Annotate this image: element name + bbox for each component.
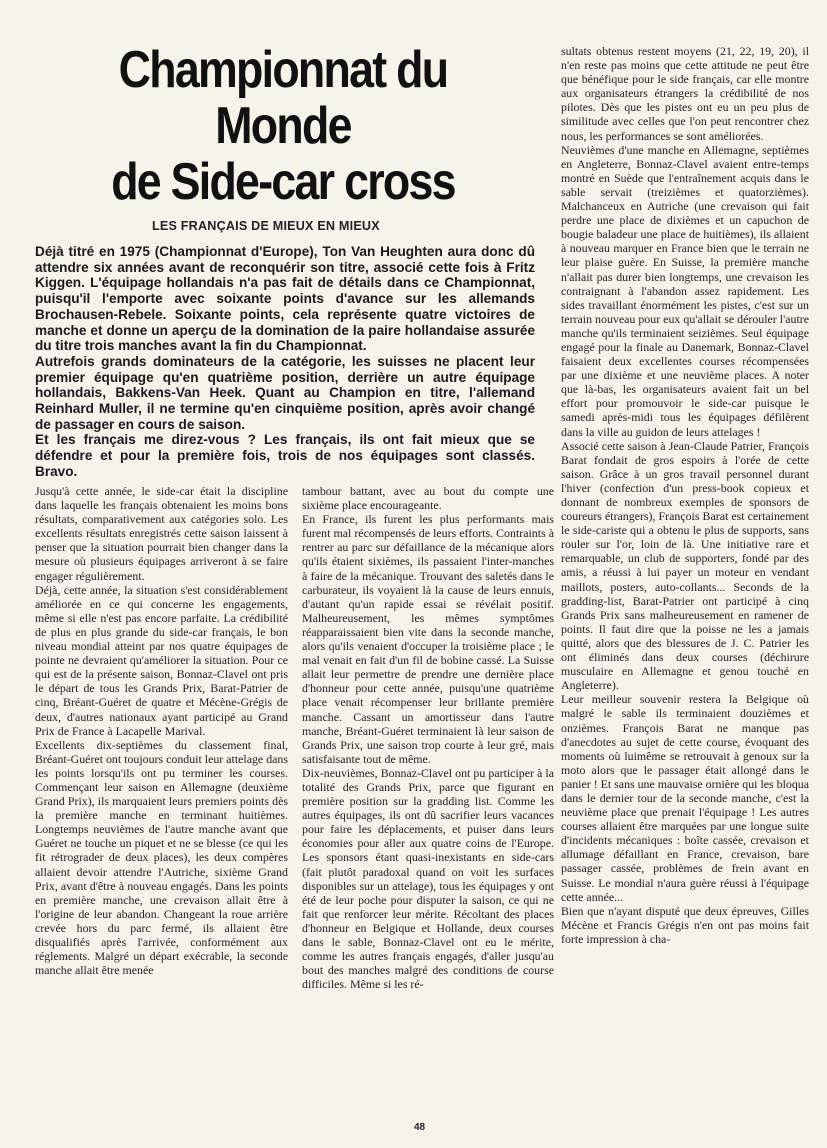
article-title (64, 42, 503, 210)
intro-paragraph: Et les français me direz-vous ? Les français, ils ont fait mieux que se défendre et pour la première fois, trois de nos équipages sont classés. Bravo. (35, 432, 535, 479)
body-paragraph: Bien que n'ayant disputé que deux épreuves, Gilles Mécène et Francis Grégis n'en ont pas moins fait forte impression à cha- (561, 903, 809, 946)
body-paragraph: Leur meilleur souvenir restera la Belgique où malgré le sable ils terminaient douzièmes et onzièmes. François Barat ne manque pas d'anecdotes au sujet de cette course, évoquant des moments où luimême se retrouvait à genoux sur la moto alors que le passager était allongé dans le panier ! Et sans une mauvaise ornière qui les bloqua dans le dernier tour de la seconde manche, c'est la neuvième place que prenait l'équipage ! Les autres courses allaient être marquées par une longue suite d'incidents mécaniques : boîte cassée, crevaison et allumage défaillant en France, crevaison, bare passager cassée, problèmes de frein avant en Suisse. Le mondial n'aura guère réussi à l'équipage cette année... (561, 692, 809, 904)
body-column-2 (302, 484, 554, 991)
intro-paragraph: Autrefois grands dominateurs de la catégorie, les suisses ne placent leur premier équipage qu'en quatrième position, derrière un autre équipage hollandais, Bakkens-Van Heek. Quant au Champion en titre, l'allemand Reinhard Muller, il ne termine qu'en cinquième position, après avoir changé de passager en cours de saison. (35, 353, 535, 432)
body-paragraph: Excellents dix-septièmes du classement final, Bréant-Guéret ont toujours conduit leur attelage dans les points lorsqu'ils ont pu terminer les courses. Commençant leur saison en Allemagne (deuxième Grand Prix), ils marquaient leurs premiers points dès la première manche en terminant huitièmes. Longtemps neuvièmes de l'autre manche avant que Guéret ne touche un piquet et ne se blesse (ce qui les fit rétrograder de deux places), les deux compères allaient devoir attendre l'Autriche, sixième Grand Prix, avant d'être à nouveau engagés. Dans les points en première manche, une crevaison allait être à l'origine de leur abandon. Changeant la roue arrière crevée hors du parc fermé, ils allaient être disqualifiés après l'arrivée, conformément aux réglements. Malgré un départ exécrable, la seconde manche allait être menée (35, 737, 288, 978)
body-column-3 (561, 44, 809, 946)
article-subtitle: LES FRANÇAIS DE MIEUX EN MIEUX (152, 219, 380, 233)
body-column-1 (35, 484, 288, 977)
title-line-1: Championnat du Monde (118, 41, 448, 155)
body-paragraph: sultats obtenus restent moyens (21, 22, 19, 20), il n'en reste pas moins que cette attitude ne peut être que bénéfique pour le side français, car elle montre aux organisateurs étrangers la crédibilité de nos pilotes. Dès que les pistes ont eu un peu plus de similitude avec celles que l'on peut rencontrer chez nous, les performances se sont améliorées. (561, 44, 809, 143)
intro-block (35, 244, 535, 480)
body-paragraph: Neuvièmes d'une manche en Allemagne, septièmes en Angleterre, Bonnaz-Clavel avaient entre-temps montré en Suède que l'entraînement acquis dans le sable servait (treizièmes et quatorzièmes). Malchanceux en Autriche (une crevaison qui fait perdre une place de dixièmes et un capuchon de bougie baladeur une place de huitièmes), ils allaient à nouveau marquer en France bien que le terrain ne leur plaise guère. En Suisse, la première manche n'allait pas durer bien longtemps, une crevaison les contraignant à l'abandon assez rapidement. Les sides travaillant énormément les pistes, c'est sur un terrain nouveau pour eux qu'allait se dérouler l'autre manche qu'ils terminaient seizièmes. Seul équipage engagé pour la finale au Danemark, Bonnaz-Clavel faisaient deux excellentes courses récompensées par une dixième et une neuvième places. A noter que là-bas, les organisateurs avaient fait un bel effort pour promouvoir le side-car puisque le samedi après-midi tous les équipages défilèrent dans la ville au guidon de leurs attelages ! (561, 142, 809, 439)
body-paragraph: Déjà, cette année, la situation s'est considérablement améliorée en ce qui concerne les engagements, même si elle n'est pas encore parfaite. La crédibilité de plus en plus grande du side-car français, le bon niveau mondial atteint par nos quatre équipages de pointe ne devraient qu'améliorer la situation. Pour ce qui est de la présente saison, Bonnaz-Clavel ont pris le départ de tous les Grands Prix, Barat-Patrier de cinq, Bréant-Guéret de quatre et Mécène-Grégis de deux, d'autres nationaux ayant participé au Grand Prix de France à Lacapelle Marival. (35, 582, 288, 738)
page-number: 48 (414, 1122, 426, 1133)
intro-paragraph: Déjà titré en 1975 (Championnat d'Europe), Ton Van Heughten aura donc dû attendre six années avant de reconquérir son titre, associé cette fois à Fritz Kiggen. L'équipage hollandais n'a pas fait de détails dans ce Championnat, puisqu'il l'emporte avec soixante points d'avance sur les allemands Brochausen-Rebele. Soixante points, cela représente quatre victoires de manche et donne un aperçu de la domination de la paire hollandaise assurée du titre trois manches avant la fin du Championnat. (35, 244, 535, 354)
body-paragraph: Dix-neuvièmes, Bonnaz-Clavel ont pu participer à la totalité des Grands Prix, parce que figurant en première position sur la gradding list. Comme les autres équipages, ils ont dû sacrifier leurs vacances pour faire les déplacements, et puiser dans leurs économies pour aller aux quatre coins de l'Europe. Les sponsors étant quasi-inexistants en side-cars (fait plutôt paradoxal quand on voit les surfaces disponibles sur un attelage), tous les équipages y ont été de leur poche pour disputer la saison, ce qui ne fait que renforcer leur mérite. Récoltant des places d'honneur en Belgique et Hollande, deux courses dans le sable, Bonnaz-Clavel ont eu le mérite, comme les autres français engagés, d'aller jusqu'au bout des manches malgré des conditions de course difficiles. Même si les ré- (302, 765, 554, 992)
body-paragraph: En France, ils furent les plus performants mais furent mal récompensés de leurs efforts. Contraints à rentrer au parc sur défaillance de la mécanique alors qu'ils étaient sixièmes, ils passaient l'inter-manches à faire de la mécanique. Trouvant des saletés dans le carburateur, ils voyaient là la cause de leurs ennuis, d'autant qu'un rapide essai se révélait positif. Malheureusement, les mêmes symptômes réapparaissaient bien vite dans la seconde manche, alors qu'ils venaient d'occuper la troisième place ; le mal venait en fait d'un fil de bobine cassé. La Suisse allait leur permettre de prendre une dernière place d'honneur pour cette année, puisqu'une quatrième place venait récompenser leur brillante première manche. Cassant un amortisseur dans l'autre manche, Bréant-Guéret terminaient là leur saison de Grands Prix, une saison trop courte à leur gré, mais satisfaisante tout de même. (302, 512, 554, 766)
title-line-2: de Side-car cross (111, 153, 455, 211)
body-paragraph: tambour battant, avec au bout du compte une sixième place encourageante. (302, 484, 554, 513)
body-paragraph: Associé cette saison à Jean-Claude Patrier, François Barat fondait de gros espoirs à l'orée de cette saison. Grâce à un gros travail personnel durant l'hiver (confection d'un press-book copieux et donnant de nombreux exemples de sponsors de coureurs étrangers), François Barat est certainement le side-cariste qui a obtenu le plus de supports, sans rouler sur l'or, loin de là. Une initiative rare et remarquable, un club de supporters, fondé par des amis, a réussi à lui payer un moteur en vendant maillots, posters, auto-collants... Seconds de la gradding-list, Barat-Patrier ont participé à cinq Grands Prix sans malheureusement en ramener de points. Il faut dire que la poisse ne les a jamais quitté, alors que des blessures de J. C. Patrier les ont éliminés dans deux courses (déchirure musculaire en Allemagne et genou touché en Angleterre). (561, 438, 809, 693)
body-paragraph: Jusqu'à cette année, le side-car était la discipline dans laquelle les français obtenaient les moins bons résultats, comparativement aux catégories solo. Les excellents résultats enregistrés cette saison laissent à penser que la situation pourrait bien changer dans la mesure où plusieurs équipages arriveront à se faire engager régulièrement. (35, 484, 288, 583)
